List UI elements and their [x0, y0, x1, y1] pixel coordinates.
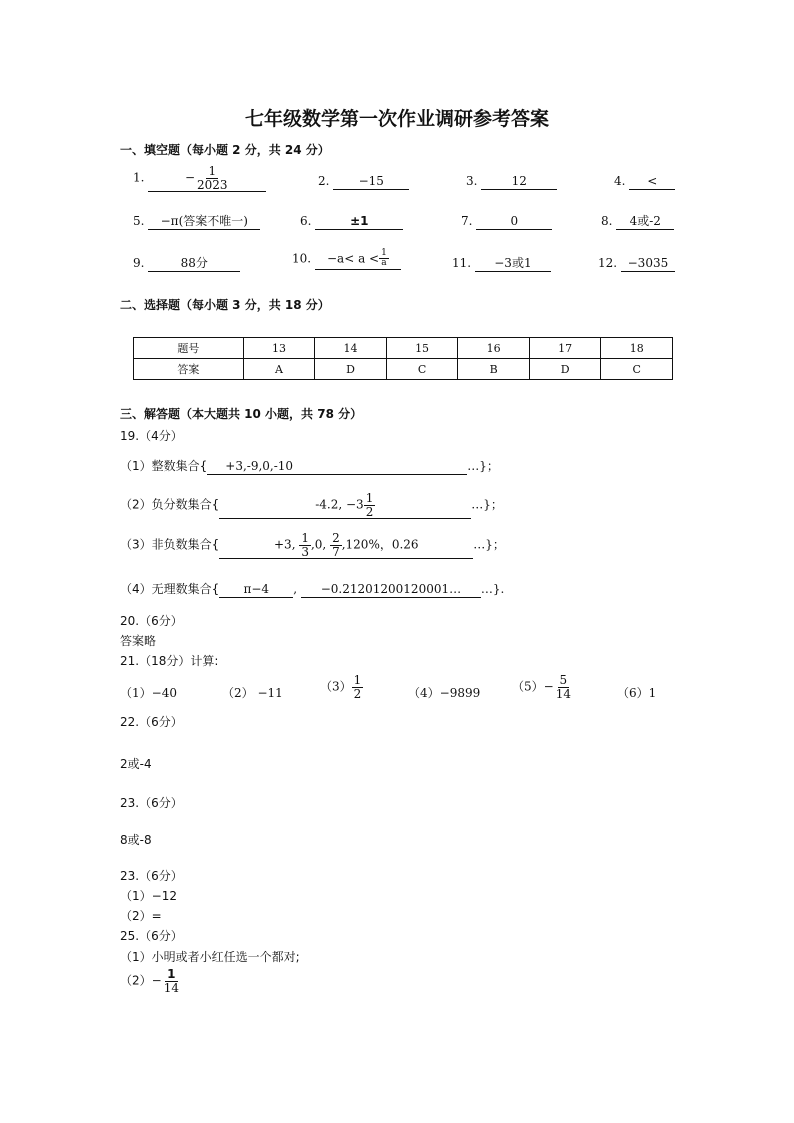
answer-blank: -4.2, −3 $\frac{1}{2}$ [219, 492, 471, 519]
question-25-part-2: （2）− $\frac{1}{14}$ [120, 967, 179, 995]
answer-blank: −3或1 [475, 256, 551, 272]
question-21-label: 21.（18分）计算: [120, 654, 219, 668]
fill-item-1: 1. − $\frac{1}{2023}$ [133, 165, 266, 192]
fraction: $\frac{2}{7}$ [332, 531, 340, 559]
question-20-label: 20.（6分） [120, 614, 183, 628]
q21-answer-6: （6）1 [617, 686, 657, 700]
fill-item-12: 12. −3035 [598, 256, 675, 272]
fill-item-8: 8. 4或-2 [601, 214, 674, 230]
answer-blank: 12 [481, 174, 557, 190]
answer-blank: ±1 [315, 214, 403, 230]
fraction: $\frac{5}{14}$ [555, 673, 571, 701]
table-cell: 18 [601, 338, 673, 359]
question-23b-label: 23.（6分） [120, 869, 183, 883]
fraction: $\frac{1}{a}$ [381, 248, 387, 269]
section-heading-fill-in: 一、填空题（每小题 2 分，共 24 分） [120, 143, 330, 157]
q19-irrational-set: （4）无理数集合{ π−4 , −0.21201200120001… …}. [120, 582, 505, 596]
answer-blank: − $\frac{1}{2023}$ [148, 165, 266, 192]
table-row [134, 359, 673, 380]
table-cell: 17 [529, 338, 601, 359]
table-row [134, 338, 673, 359]
question-23-answer: 8或-8 [120, 833, 152, 847]
answer-blank: −15 [333, 174, 409, 190]
table-cell: 15 [386, 338, 458, 359]
answer-blank: +3, $\frac{1}{3}$ ,0, $\frac{2}{7}$ ,120%，0.26 [219, 532, 473, 559]
table-cell: 题号 [134, 338, 244, 359]
answer-blank: 4或-2 [616, 214, 674, 230]
fill-item-7: 7. 0 [461, 214, 552, 230]
q19-negative-fraction-set: （2）负分数集合{ -4.2, −3 $\frac{1}{2}$ …}； [120, 491, 503, 519]
fill-item-2: 2. −15 [318, 174, 409, 190]
fill-item-6: 6. ±1 [300, 214, 403, 230]
question-23b-part-1: （1）−12 [120, 889, 177, 903]
fraction: $\frac{1}{2}$ [365, 491, 374, 519]
question-20-answer: 答案略 [120, 634, 157, 648]
answer-blank: +3,-9,0,-10 [207, 459, 467, 475]
table-cell: 答案 [134, 359, 244, 380]
table-cell: A [243, 359, 315, 380]
table-cell: 16 [458, 338, 530, 359]
table-cell: C [601, 359, 673, 380]
table-cell: C [386, 359, 458, 380]
section-heading-choice: 二、选择题（每小题 3 分，共 18 分） [120, 298, 330, 312]
answer-blank: −a< a < $\frac{1}{a}$ [315, 249, 401, 270]
q21-answer-1: （1）−40 [120, 686, 177, 700]
question-19-label: 19.（4分） [120, 429, 183, 443]
section-heading-solve: 三、解答题（本大题共 10 小题，共 78 分） [120, 407, 363, 421]
answer-blank: < [629, 174, 675, 190]
fill-item-9: 9. 88分 [133, 256, 240, 272]
table-cell: B [458, 359, 530, 380]
table-cell: D [315, 359, 387, 380]
question-25-part-1: （1）小明或者小红任选一个都对; [120, 950, 300, 964]
fill-item-4: 4. < [614, 174, 675, 190]
fraction: $\frac{1}{2023}$ [197, 164, 228, 192]
fraction: $\frac{1}{3}$ [301, 531, 309, 559]
question-23b-part-2: （2）= [120, 909, 162, 923]
answer-blank: 88分 [148, 256, 240, 272]
table-cell: D [529, 359, 601, 380]
fill-item-5: 5. −π(答案不唯一) [133, 214, 260, 230]
answer-blank: 0 [476, 214, 552, 230]
fraction: $\frac{1}{14}$ [163, 967, 179, 995]
question-22-label: 22.（6分） [120, 715, 183, 729]
q21-answer-2: （2） −11 [222, 686, 283, 700]
fill-item-11: 11. −3或1 [452, 256, 551, 272]
question-22-answer: 2或-4 [120, 757, 152, 771]
fraction: $\frac{1}{2}$ [353, 673, 362, 701]
answer-blank: −π(答案不唯一) [148, 214, 260, 230]
choice-answer-table [133, 337, 673, 380]
q21-answer-3: （3） $\frac{1}{2}$ [320, 673, 362, 701]
q21-answer-4: （4）−9899 [408, 686, 481, 700]
fill-item-10: 10. −a< a < $\frac{1}{a}$ [292, 249, 401, 270]
answer-blank: −0.21201200120001… [301, 582, 481, 598]
question-25-label: 25.（6分） [120, 929, 183, 943]
table-cell: 14 [315, 338, 387, 359]
table-cell: 13 [243, 338, 315, 359]
q21-answer-5: （5）− $\frac{5}{14}$ [512, 673, 571, 701]
q19-integer-set: （1）整数集合{ +3,-9,0,-10 …}； [120, 459, 499, 473]
fill-item-3: 3. 12 [466, 174, 557, 190]
page-title: 七年级数学第一次作业调研参考答案 [244, 108, 549, 130]
answer-blank: −3035 [621, 256, 675, 272]
answer-blank: π−4 [219, 582, 293, 598]
q19-nonnegative-set: （3）非负数集合{ +3, $\frac{1}{3}$ ,0, $\frac{2}{7}$ ,120%，0.26 …}； [120, 531, 505, 559]
question-23-label: 23.（6分） [120, 796, 183, 810]
